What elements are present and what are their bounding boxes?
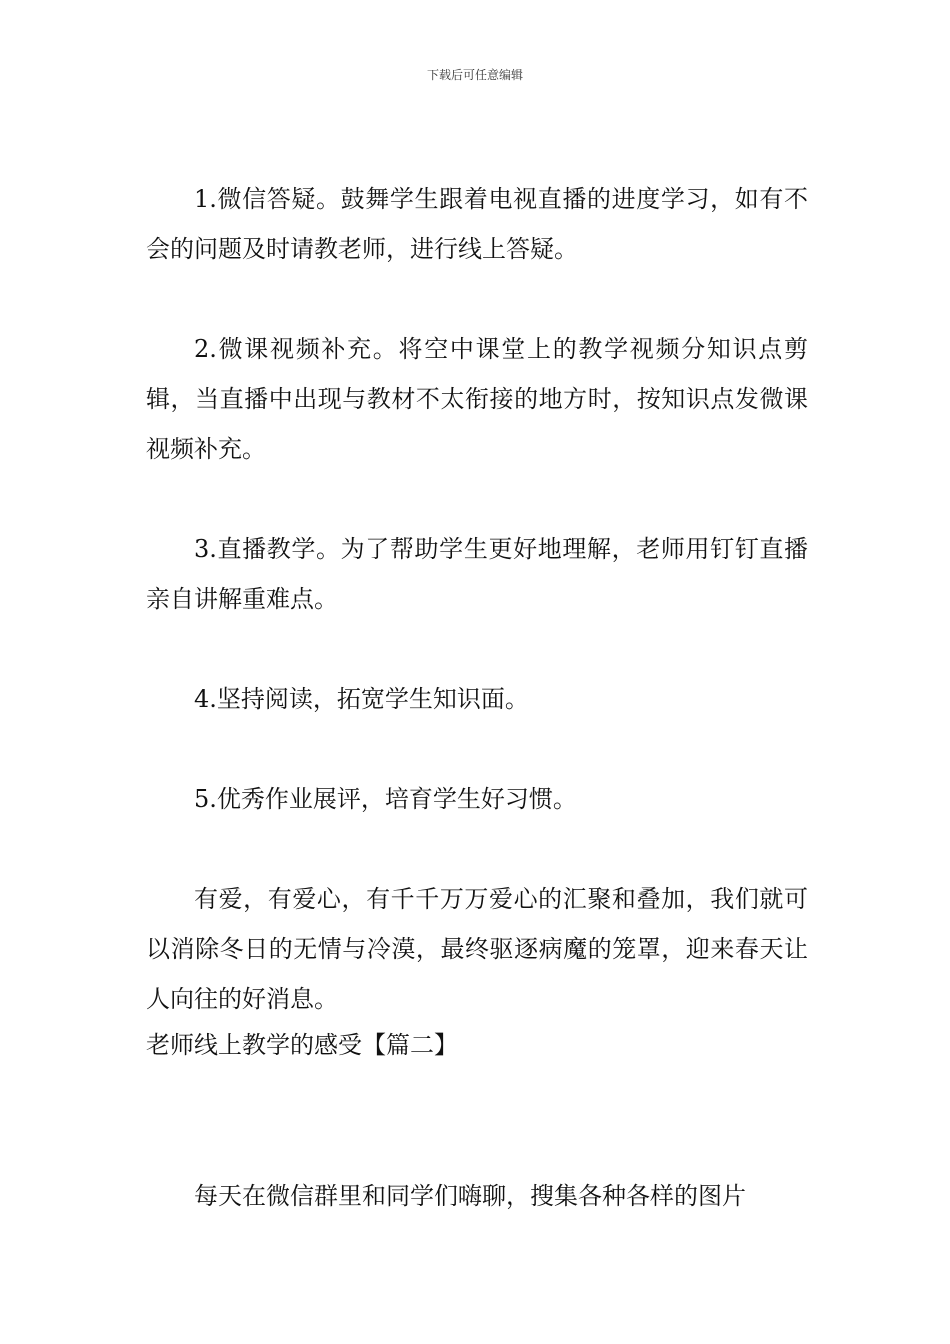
paragraph-homework: 5.优秀作业展评，培育学生好习惯。 <box>194 785 577 813</box>
paragraph-live-teaching: 3.直播教学。为了帮助学生更好地理解，老师用钉钉直播亲自讲解重难点。 <box>146 535 808 613</box>
paragraph-reading: 4.坚持阅读，拓宽学生知识面。 <box>194 685 529 713</box>
section-heading: 老师线上教学的感受【篇二】 <box>146 1031 458 1059</box>
paragraph-wechat-qa: 1.微信答疑。鼓舞学生跟着电视直播的进度学习，如有不会的问题及时请教老师，进行线上答疑。 <box>146 185 808 263</box>
page-header-note: 下载后可任意编辑 <box>426 68 523 82</box>
paragraph-micro-lesson: 2.微课视频补充。将空中课堂上的教学视频分知识点剪辑，当直播中出现与教材不太衔接的地方时，按知识点发微课视频补充。 <box>146 335 808 463</box>
paragraph-wechat-group: 每天在微信群里和同学们嗨聊，搜集各种各样的图片 <box>194 1182 746 1210</box>
paragraph-love: 有爱，有爱心，有千千万万爱心的汇聚和叠加，我们就可以消除冬日的无情与冷漠，最终驱逐病魔的笼罩，迎来春天让人向往的好消息。 <box>146 885 808 1013</box>
